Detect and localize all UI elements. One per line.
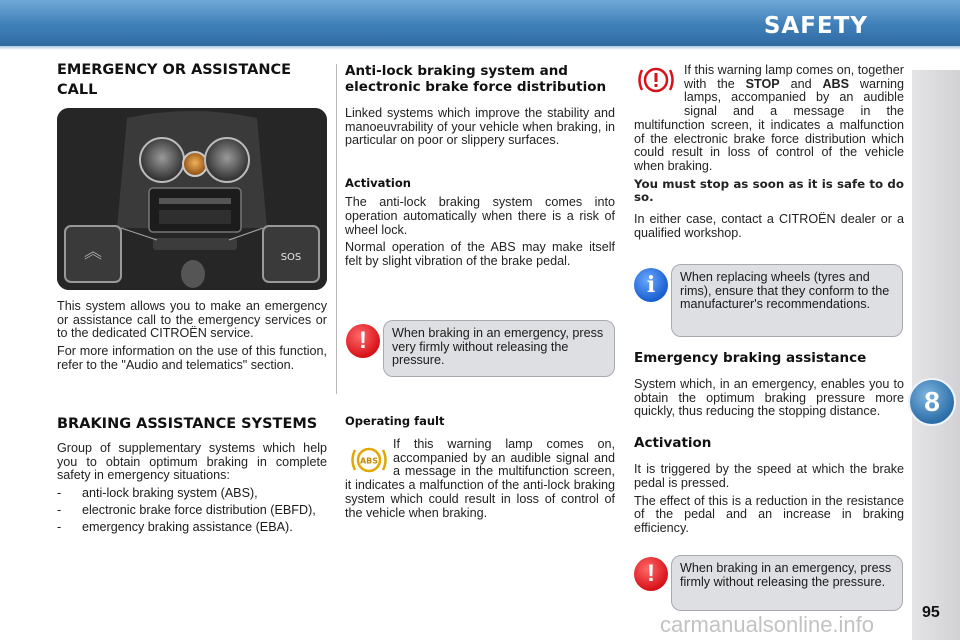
brake-lamp-wrapper bbox=[634, 58, 684, 108]
list-item: - electronic brake force distribution (EBFD), bbox=[57, 504, 327, 518]
wheels-info-note: When replacing wheels (tyres and rims), ensure that they conform to the manufacturer's recommendations. bbox=[671, 264, 903, 337]
brake-warning-lamp-icon bbox=[636, 62, 676, 98]
emergency-call-title: EMERGENCY OR ASSISTANCE CALL bbox=[57, 62, 292, 98]
emergency-call-paragraph: For more information on the use of this function, refer to the "Audio and telematics" section. bbox=[57, 344, 327, 372]
abs-label: ABS bbox=[822, 76, 850, 91]
braking-assistance-section bbox=[57, 414, 327, 537]
eba-activation-title: Activation bbox=[634, 435, 712, 452]
stop-instruction: You must stop as soon as it is safe to do so. bbox=[634, 176, 904, 205]
ebfd-text-end: warning lamps, accompanied by an audible signal and a message in the multifunction screen, it indicates a malfunction of the electronic brake force distribution which could result in loss of control of the vehicle when braking. bbox=[634, 76, 905, 173]
dashboard-photo bbox=[57, 108, 327, 290]
page-title: SAFETY bbox=[763, 13, 868, 39]
abs-fault-section bbox=[345, 414, 615, 524]
emergency-call-paragraph: This system allows you to make an emergency or assistance call to the emergency services or to the dedicated CITROËN service. bbox=[57, 299, 327, 341]
braking-assistance-title: BRAKING ASSISTANCE SYSTEMS bbox=[57, 416, 318, 432]
abs-emergency-note: When braking in an emergency, press very firmly without releasing the pressure. bbox=[383, 320, 615, 377]
chapter-number: 8 bbox=[924, 386, 940, 417]
contact-dealer-text: In either case, contact a CITROËN dealer or a qualified workshop. bbox=[634, 212, 904, 240]
abs-activation-paragraph: The anti-lock braking system comes into operation automatically when there is a risk of wheel lock. bbox=[345, 195, 615, 237]
list-item: - emergency braking assistance (EBA). bbox=[57, 521, 327, 535]
eba-paragraph: The effect of this is a reduction in the resistance of the pedal and an increase in braking efficiency. bbox=[634, 493, 904, 535]
chapter-tab[interactable] bbox=[908, 378, 956, 426]
emergency-call-section bbox=[57, 58, 327, 100]
stop-label: STOP bbox=[745, 76, 780, 91]
page-number: 95 bbox=[922, 604, 940, 621]
eba-intro: System which, in an emergency, enables you to obtain the optimum braking pressure more quickly, thus reducing the stopping distance. bbox=[634, 377, 904, 419]
sos-button-label: SOS bbox=[280, 252, 302, 263]
operating-fault-title: Operating fault bbox=[345, 414, 445, 428]
column-divider bbox=[336, 64, 337, 394]
eba-title: Emergency braking assistance bbox=[634, 350, 867, 366]
dashboard-illustration bbox=[57, 108, 327, 290]
abs-section bbox=[345, 58, 615, 273]
exclamation-warning-icon: ! bbox=[346, 324, 380, 358]
eba-paragraph: It is triggered by the speed at which the brake pedal is pressed. bbox=[634, 462, 904, 490]
header-shadow bbox=[0, 46, 960, 50]
ebfd-warning-section bbox=[634, 58, 904, 244]
braking-systems-list bbox=[57, 487, 327, 534]
abs-activation-paragraph: Normal operation of the ABS may make itself felt by slight vibration of the brake pedal. bbox=[345, 240, 615, 268]
abs-warning-lamp-icon bbox=[349, 442, 389, 478]
ebfd-text-and: and bbox=[779, 76, 823, 91]
list-item: - anti-lock braking system (ABS), bbox=[57, 487, 327, 501]
watermark: carmanualsonline.info bbox=[660, 612, 875, 637]
abs-lamp-wrapper bbox=[345, 438, 393, 478]
abs-title: Anti-lock braking system and electronic brake force distribution bbox=[345, 63, 607, 95]
chapter-rail bbox=[912, 70, 960, 640]
svg-text:︽: ︽ bbox=[84, 242, 102, 263]
abs-fault-text: If this warning lamp comes on, accompanied by an audible signal and a message in the multifunction screen, it indicates a malfunction of the anti-lock braking system which could result in loss of control of the vehicle when braking. bbox=[345, 437, 615, 520]
abs-lamp-label: ABS bbox=[359, 456, 379, 466]
abs-activation-title: Activation bbox=[345, 176, 411, 191]
ebfd-text-start: If this warning lamp comes on, together with the bbox=[684, 63, 904, 91]
exclamation-warning-icon: ! bbox=[634, 557, 668, 591]
abs-intro: Linked systems which improve the stability and manoeuvrability of your vehicle when braking, in particular on poor or slippery surfaces. bbox=[345, 106, 615, 148]
information-icon: i bbox=[634, 268, 668, 302]
eba-section bbox=[634, 350, 904, 540]
eba-emergency-note: When braking in an emergency, press firmly without releasing the pressure. bbox=[671, 555, 903, 611]
emergency-call-body bbox=[57, 300, 327, 377]
braking-assistance-intro: Group of supplementary systems which help you to obtain optimum braking in complete safety in emergency situations: bbox=[57, 441, 327, 483]
